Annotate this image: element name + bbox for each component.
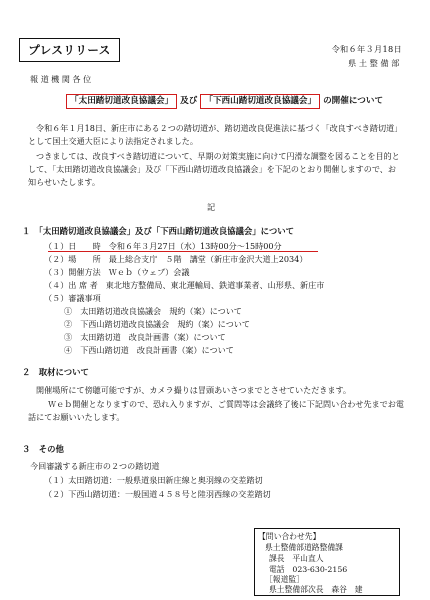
meeting-datetime: （１）日 時 令和６年３月27日（水）13時00分～15時00分 [44, 241, 282, 251]
section-1-heading: １ 「太田踏切道改良協議会」及び「下西山踏切道改良協議会」について [22, 226, 295, 236]
coverage-paragraph-1: 開催場所にて傍聴可能ですが、カメラ撮りは冒頭あいさつまでとさせていただきます。 [36, 385, 352, 395]
contact-heading: 【問い合わせ先】 [258, 532, 321, 541]
crossing-item: （２）下西山踏切道：一般国道４５８号と陸羽西線の交差踏切 [44, 489, 271, 499]
press-officer: 県土整備部次長 森谷 建 [269, 585, 363, 594]
crossing-item: （１）太田踏切道：一般県道泉田新庄線と奥羽線の交差踏切 [44, 475, 263, 485]
agenda-item: ③ 太田踏切道 改良計画書（案）について [64, 332, 226, 342]
title-suffix: の開催について [323, 96, 384, 106]
agenda-item: ④ 下西山踏切道 改良計画書（案）について [64, 345, 234, 355]
contact-department: 県土整備部道路整備課 [265, 543, 343, 552]
crossings-intro: 今回審議する新庄市の２つの踏切道 [30, 461, 160, 471]
datetime-underline [48, 251, 318, 252]
ki-marker: 記 [207, 202, 216, 212]
meeting-venue: （２）場 所 最上総合支庁 ５階 講堂（新庄市金沢大道上2034） [44, 254, 308, 264]
press-release-label: プレスリリース [19, 38, 120, 62]
intro-paragraph-2: つきましては、改良すべき踏切道について、早期の対策実施に向けて円滑な調整を図ることを目的として、「太田踏切道改良協議会」及び「下西山踏切道改良協議会」を下記のとおり開催しますので、お知らせいたします。 [28, 151, 400, 187]
section-3-heading: ３ その他 [22, 444, 64, 454]
council-name-2: 「下西山踏切道改良協議会」 [200, 94, 320, 109]
press-officer-heading: ［報道監］ [265, 575, 304, 584]
intro-paragraph-1: 令和６年１月18日、新庄市にある２つの踏切道が、踏切道改良促進法に基づく「改良すべき踏切道」として国土交通大臣により法指定されました。 [28, 123, 403, 146]
meeting-attendees: （４）出 席 者 東北地方整備局、東北運輸局、鉄道事業者、山形県、新庄市 [44, 280, 325, 290]
agenda-heading: （５）審議事項 [44, 293, 101, 303]
contact-person: 課長 平山直人 [269, 554, 324, 563]
document-title [66, 94, 383, 109]
contact-phone: 電話 023-630-2156 [269, 565, 348, 574]
contact-box [254, 528, 400, 596]
coverage-paragraph-2: Ｗｅｂ開催となりますので、恐れ入りますが、ご質問等は会議終了後に下記問い合わせ先までお電話にてお願いいたします。 [28, 399, 404, 422]
agenda-item: ① 太田踏切道改良協議会 規約（案）について [64, 306, 242, 316]
council-name-1: 「太田踏切道改良協議会」 [66, 94, 177, 109]
agenda-item: ② 下西山踏切道改良協議会 規約（案）について [64, 319, 250, 329]
title-conjunction: 及び [180, 96, 198, 106]
issuing-organization: 県土整備部 [348, 58, 402, 68]
release-date: 令和６年３月18日 [331, 44, 402, 54]
section-2-heading: ２ 取材について [22, 367, 89, 377]
meeting-method: （３）開催方法 Ｗｅｂ（ウェブ）会議 [44, 267, 190, 277]
addressee: 報道機関各位 [30, 74, 94, 84]
